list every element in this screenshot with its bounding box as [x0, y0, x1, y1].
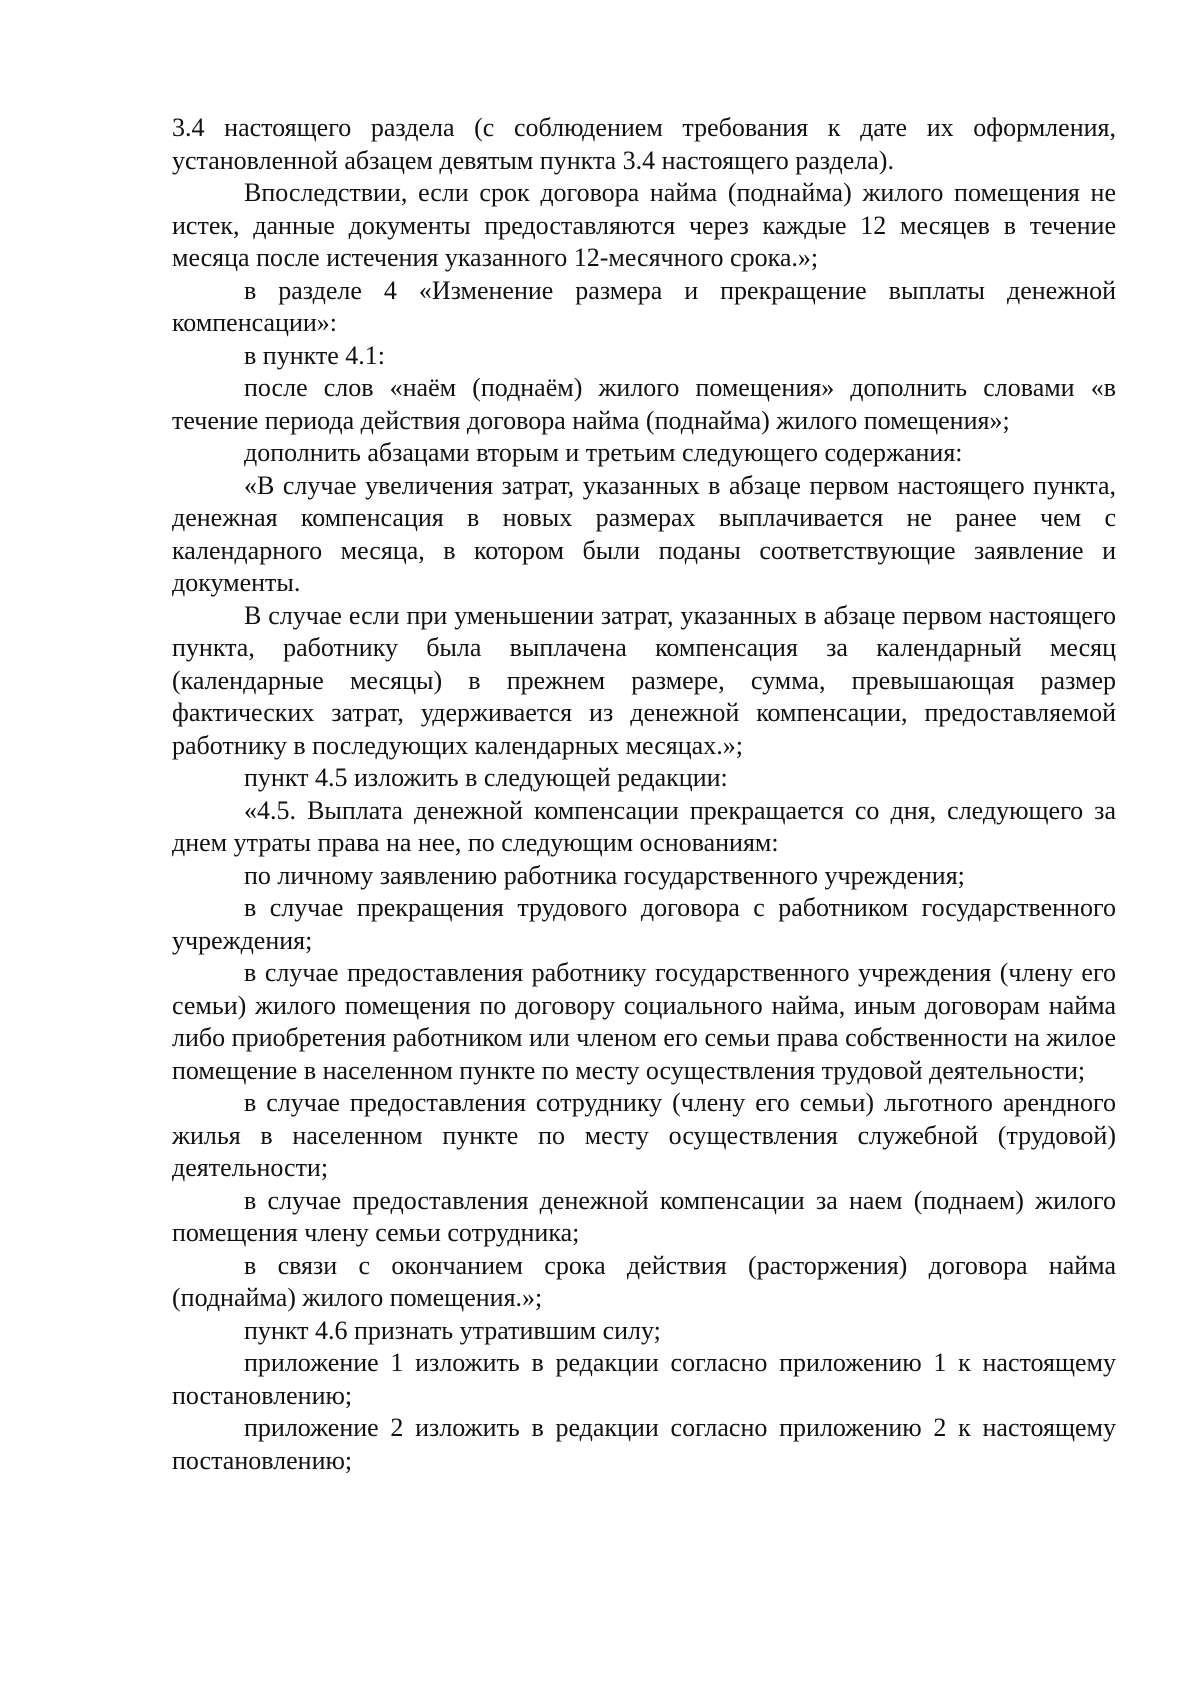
paragraph-5: после слов «наём (поднаём) жилого помещения» дополнить словами «в течение периода действия договора найма (поднайма) жилого помещения»; [172, 373, 1116, 435]
paragraph-18: приложение 1 изложить в редакции согласно приложению 1 к настоящему постановлению; [172, 1348, 1116, 1410]
paragraph-10: «4.5. Выплата денежной компенсации прекращается со дня, следующего за днем утраты права на нее, по следующим основаниям: [172, 795, 1116, 857]
paragraph-4: в пункте 4.1: [244, 340, 386, 370]
paragraph-2: Впоследствии, если срок договора найма (поднайма) жилого помещения не истек, данные документы предоставляются через каждые 12 месяцев в течение месяца после истечения указанного 12-месячного срока.»; [172, 178, 1116, 272]
paragraph-1: 3.4 настоящего раздела (с соблюдением требования к дате их оформления, установленной абзацем девятым пункта 3.4 настоящего раздела). [172, 113, 1116, 175]
paragraph-16: в связи с окончанием срока действия (расторжения) договора найма (поднайма) жилого помещения.»; [172, 1250, 1116, 1312]
paragraph-14: в случае предоставления сотруднику (члену его семьи) льготного арендного жилья в населенном пункте по месту осуществления служебной (трудовой) деятельности; [172, 1088, 1116, 1182]
paragraph-3: в разделе 4 «Изменение размера и прекращение выплаты денежной компенсации»: [172, 275, 1116, 337]
paragraph-7: «В случае увеличения затрат, указанных в абзаце первом настоящего пункта, денежная компенсация в новых размерах выплачивается не ранее чем с календарного месяца, в котором были поданы соответствующие заявление и документы. [172, 470, 1116, 597]
paragraph-6: дополнить абзацами вторым и третьим следующего содержания: [244, 438, 963, 467]
paragraph-15: в случае предоставления денежной компенсации за наем (поднаем) жилого помещения члену семьи сотрудника; [172, 1185, 1116, 1247]
paragraph-19: приложение 2 изложить в редакции согласно приложению 2 к настоящему постановлению; [172, 1413, 1116, 1475]
document-body [172, 112, 1116, 1477]
paragraph-17: пункт 4.6 признать утратившим силу; [244, 1315, 661, 1345]
paragraph-9: пункт 4.5 изложить в следующей редакции: [244, 763, 728, 792]
paragraph-13: в случае предоставления работнику государственного учреждения (члену его семьи) жилого помещения по договору социального найма, иным договорам найма либо приобретения работником или членом его семьи права собственности на жилое помещение в населенном пункте по месту осуществления трудовой деятельности; [172, 958, 1116, 1085]
paragraph-11: по личному заявлению работника государственного учреждения; [244, 860, 965, 890]
paragraph-8: В случае если при уменьшении затрат, указанных в абзаце первом настоящего пункта, работнику была выплачена компенсация за календарный месяц (календарные месяцы) в прежнем размере, сумма, превышающая размер фактических затрат, удерживается из денежной компенсации, предоставляемой работнику в последующих календарных месяцах.»; [172, 600, 1116, 760]
paragraph-12: в случае прекращения трудового договора с работником государственного учреждения; [172, 893, 1116, 955]
